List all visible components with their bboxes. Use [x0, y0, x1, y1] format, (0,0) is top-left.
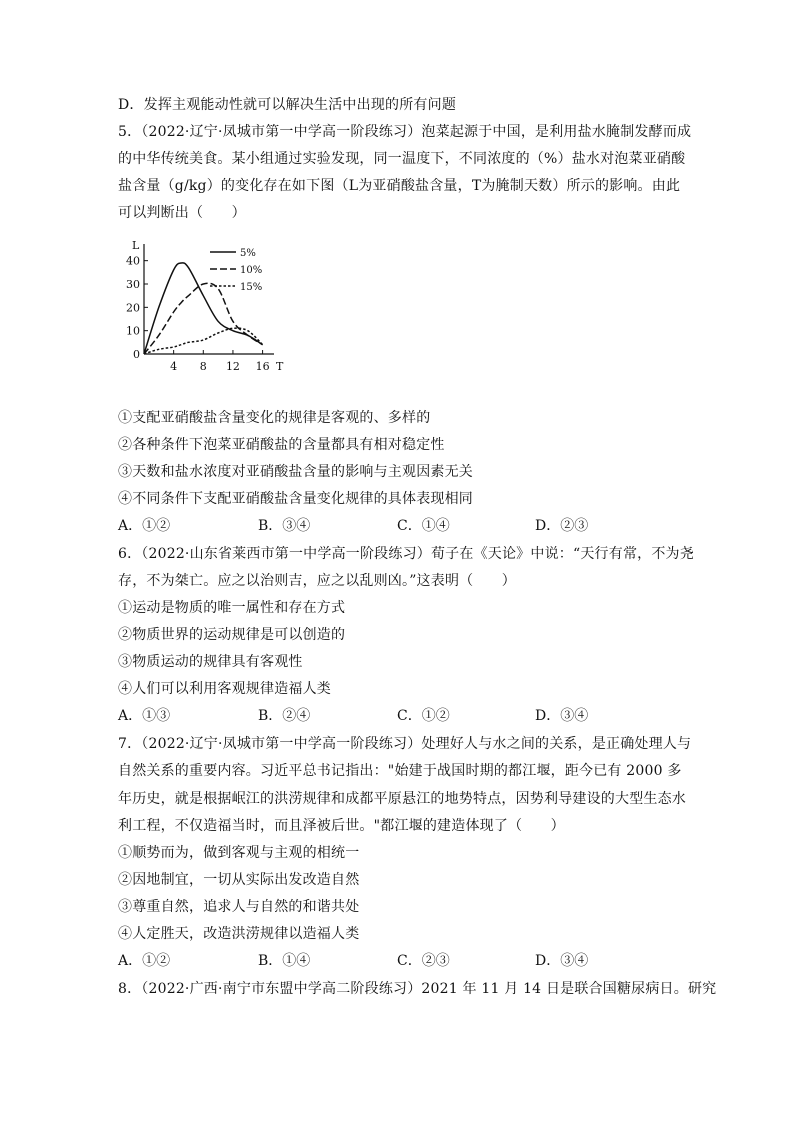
y-tick-label: 0: [133, 348, 140, 361]
nitrite-chart: [118, 238, 284, 380]
q6-statement-1: ①运动是物质的唯一属性和存在方式: [118, 600, 346, 616]
q6-statement-4: ④人们可以利用客观规律造福人类: [118, 681, 331, 697]
x-tick-label: 12: [225, 360, 240, 373]
q6-stem-line1: 6．（2022·山东省莱西市第一中学高一阶段练习）荀子在《天论》中说：“天行有常，不为尧: [118, 546, 694, 562]
q7-option-b[interactable]: B．①④: [258, 953, 311, 969]
y-tick-label: 20: [126, 301, 140, 315]
q7-statement-3: ③尊重自然，追求人与自然的和谐共处: [118, 899, 360, 915]
legend-label-2: 10%: [240, 265, 263, 276]
q8-stem-line1: 8．（2022·广西·南宁市东盟中学高二阶段练习）2021 年 11 月 14 日是联合国糖尿病日。研究: [118, 981, 717, 997]
series-line-2: [144, 283, 263, 354]
q7-stem-line1: 7．（2022·辽宁·凤城市第一中学高一阶段练习）处理好人与水之间的关系，是正确处理人与: [118, 736, 692, 752]
q6-statement-2: ②物质世界的运动规律是可以创造的: [118, 627, 346, 643]
q7-option-a[interactable]: A．①②: [118, 953, 171, 969]
q7-stem-line3: 年历史，就是根据岷江的洪涝规律和成都平原悬江的地势特点，因势利导建设的大型生态水: [118, 791, 686, 807]
q5-option-d[interactable]: D．②③: [535, 518, 589, 534]
q7-statement-2: ②因地制宜，一切从实际出发改造自然: [118, 872, 360, 888]
q6-options: [118, 706, 688, 726]
y-tick-label: 10: [126, 324, 140, 338]
q6-option-d[interactable]: D．③④: [535, 708, 589, 724]
q5-statement-3: ③天数和盐水浓度对亚硝酸盐含量的影响与主观因素无关: [118, 464, 473, 480]
q7-statement-4: ④人定胜天，改造洪涝规律以造福人类: [118, 926, 360, 942]
q5-stem-line4: 可以判断出（ ）: [118, 205, 246, 221]
q5-options: [118, 516, 688, 536]
q7-option-d[interactable]: D．③④: [535, 953, 589, 969]
q6-option-a[interactable]: A．①③: [118, 708, 171, 724]
q5-stem-line1: 5．（2022·辽宁·凤城市第一中学高一阶段练习）泡菜起源于中国，是利用盐水腌制发酵而成: [118, 124, 692, 140]
x-tick-label: 8: [199, 360, 207, 373]
x-tick-label: 16: [255, 360, 270, 373]
nitrite-chart-svg: [118, 238, 284, 376]
q5-option-c[interactable]: C．①④: [397, 518, 450, 534]
series-line-1: [144, 263, 263, 354]
q7-statement-1: ①顺势而为，做到客观与主观的相统一: [118, 845, 360, 861]
legend-label-1: 5%: [240, 248, 256, 259]
y-tick-label: 30: [126, 278, 140, 291]
q5-stem-line3: 盐含量（g/kg）的变化存在如下图（L为亚硝酸盐含量，T为腌制天数）所示的影响。由此: [118, 178, 681, 194]
q4-option-d: D．发挥主观能动性就可以解决生活中出现的所有问题: [118, 97, 457, 113]
x-axis-label: T: [276, 360, 284, 373]
q6-stem-line2: 存，不为桀亡。应之以治则吉，应之以乱则凶。”这表明（ ）: [118, 573, 516, 589]
q5-statement-2: ②各种条件下泡菜亚硝酸盐的含量都具有相对稳定性: [118, 437, 445, 453]
legend-label-3: 15%: [240, 282, 263, 293]
q5-option-a[interactable]: A．①②: [118, 518, 171, 534]
q7-options: [118, 951, 688, 971]
y-tick-label: 40: [126, 254, 140, 268]
q7-stem-line4: 利工程，不仅造福当时，而且泽被后世。"都江堰的建造体现了（ ）: [118, 818, 565, 834]
q5-option-b[interactable]: B．③④: [258, 518, 311, 534]
q5-statement-4: ④不同条件下支配亚硝酸盐含量变化规律的具体表现相同: [118, 491, 473, 507]
q6-option-c[interactable]: C．①②: [397, 708, 450, 724]
q6-statement-3: ③物质运动的规律具有客观性: [118, 654, 303, 670]
y-axis-label: L: [132, 239, 140, 252]
q5-stem-line2: 的中华传统美食。某小组通过实验发现，同一温度下，不同浓度的（%）盐水对泡菜亚硝酸: [118, 151, 686, 167]
q7-option-c[interactable]: C．②③: [397, 953, 450, 969]
q6-option-b[interactable]: B．②④: [258, 708, 311, 724]
q5-statement-1: ①支配亚硝酸盐含量变化的规律是客观的、多样的: [118, 410, 431, 426]
q7-stem-line2: 自然关系的重要内容。习近平总书记指出："始建于战国时期的都江堰，距今已有 2000 多: [118, 763, 682, 779]
x-tick-label: 4: [170, 360, 178, 373]
